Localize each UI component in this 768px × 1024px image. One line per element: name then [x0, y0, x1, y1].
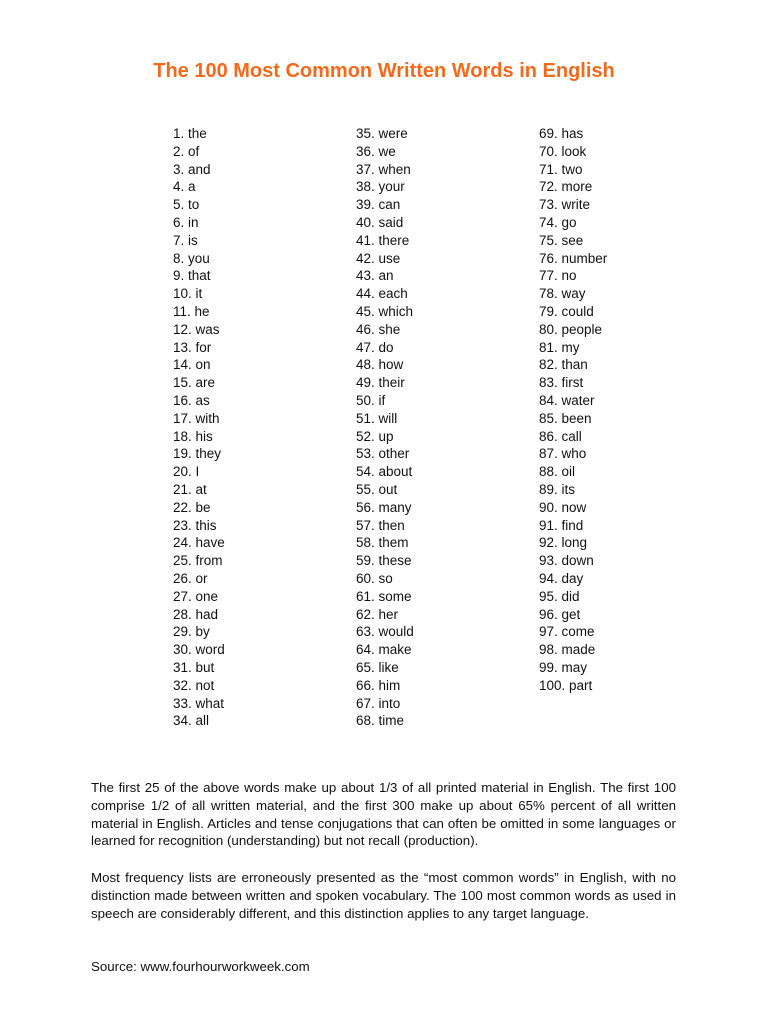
word-list-item: 43. an [356, 268, 394, 284]
word-list-item: 89. its [539, 481, 576, 497]
word-list-item: 6. in [173, 214, 199, 230]
word-list-item: 27. one [173, 588, 219, 604]
word-list-item: 80. people [539, 321, 603, 337]
word-list-item: 26. or [173, 570, 208, 586]
word-list-item: 44. each [356, 286, 408, 302]
word-list-item: 48. how [356, 357, 404, 373]
word-list-item: 19. they [173, 446, 222, 462]
word-list-item: 5. to [173, 197, 200, 213]
word-list-item: 66. him [356, 677, 401, 693]
word-list-item: 10. it [173, 286, 203, 302]
word-list-item: 55. out [356, 481, 398, 497]
word-list-item: 31. but [173, 659, 215, 675]
word-list-item: 83. first [539, 375, 584, 391]
word-list-item: 92. long [539, 535, 588, 551]
word-list-item: 81. my [539, 339, 580, 355]
word-list-item: 40. said [356, 214, 404, 230]
explanation-paragraph-1: The first 25 of the above words make up about 1/3 of all printed material in English. The first 100 comprise 1/2 of all written material, and the first 300 make up about 65% percent of all written material in English. Articles and tense conjugations that can often be omitted in some languages or learned for recognition (understanding) but not recall (production). [91, 780, 676, 849]
word-list-item: 79. could [539, 303, 594, 319]
word-list-item: 71. two [539, 161, 583, 177]
word-list-item: 4. a [173, 179, 196, 195]
word-list-item: 23. this [173, 517, 217, 533]
word-list-item: 53. other [356, 446, 410, 462]
word-list-item: 52. up [356, 428, 394, 444]
word-list-item: 64. make [356, 642, 412, 658]
word-list-item: 97. come [539, 624, 595, 640]
word-list-item: 28. had [173, 606, 219, 622]
page-title: The 100 Most Common Written Words in English [153, 60, 615, 82]
word-list-item: 20. I [173, 464, 200, 480]
word-list-item: 34. all [173, 713, 210, 729]
word-list-item: 88. oil [539, 464, 576, 480]
word-list-item: 22. be [173, 499, 211, 515]
word-list-item: 62. her [356, 606, 399, 622]
word-list-item: 47. do [356, 339, 394, 355]
word-list-item: 18. his [173, 428, 213, 444]
word-list-item: 90. now [539, 499, 587, 515]
word-list-item: 60. so [356, 570, 393, 586]
word-list-item: 100. part [539, 677, 593, 693]
word-list-item: 46. she [356, 321, 401, 337]
word-list-item: 63. would [356, 624, 414, 640]
word-list-item: 91. find [539, 517, 584, 533]
word-list-item: 54. about [356, 464, 413, 480]
word-list-item: 57. then [356, 517, 405, 533]
word-list-item: 8. you [173, 250, 210, 266]
word-column-1 [173, 125, 225, 730]
word-list-item: 86. call [539, 428, 582, 444]
word-list-item: 15. are [173, 375, 216, 391]
word-list-item: 12. was [173, 321, 220, 337]
word-list-item: 70. look [539, 143, 587, 159]
word-list-item: 36. we [356, 143, 396, 159]
explanation-paragraph-2: Most frequency lists are erroneously presented as the “most common words” in English, with no distinction made between written and spoken vocabulary. The 100 most common words as used in speech are considerably different, and this distinction applies to any target language. [91, 870, 676, 921]
word-list-item: 35. were [356, 126, 408, 141]
word-list-item: 33. what [173, 695, 225, 711]
word-list-item: 56. many [356, 499, 412, 515]
word-list-item: 76. number [539, 250, 608, 266]
word-list-item: 51. will [356, 410, 398, 426]
word-list-item: 72. more [539, 179, 593, 195]
word-list-item: 74. go [539, 214, 577, 230]
word-list-item: 65. like [356, 659, 399, 675]
word-column-2 [356, 125, 414, 730]
word-list-item: 2. of [173, 143, 200, 159]
word-list-item: 7. is [173, 232, 198, 248]
word-list-item: 94. day [539, 570, 584, 586]
word-list-item: 73. write [539, 197, 591, 213]
word-list-item: 67. into [356, 695, 401, 711]
word-list-item: 68. time [356, 713, 405, 729]
word-list-item: 58. them [356, 535, 409, 551]
word-list-item: 85. been [539, 410, 592, 426]
word-list-item: 41. there [356, 232, 410, 248]
source-line: Source: www.fourhourworkweek.com [91, 959, 310, 974]
word-list-item: 96. get [539, 606, 581, 622]
word-list-item: 50. if [356, 392, 386, 408]
word-list-item: 61. some [356, 588, 412, 604]
word-list-item: 95. did [539, 588, 580, 604]
word-list-item: 37. when [356, 161, 411, 177]
word-list-item: 69. has [539, 126, 584, 141]
word-list-item: 45. which [356, 303, 414, 319]
word-list-item: 29. by [173, 624, 210, 640]
word-list-item: 93. down [539, 553, 594, 569]
word-list-item: 30. word [173, 642, 225, 658]
word-list-item: 21. at [173, 481, 207, 497]
word-list-item: 59. these [356, 553, 412, 569]
word-list-item: 77. no [539, 268, 577, 284]
word-list-item: 82. than [539, 357, 588, 373]
word-list-item: 39. can [356, 197, 401, 213]
word-list-item: 3. and [173, 161, 211, 177]
word-list-item: 16. as [173, 392, 210, 408]
word-list-item: 25. from [173, 553, 223, 569]
word-list-item: 9. that [173, 268, 211, 284]
word-list-item: 13. for [173, 339, 212, 355]
word-list-item: 42. use [356, 250, 401, 266]
word-list-item: 75. see [539, 232, 584, 248]
word-list-item: 24. have [173, 535, 225, 551]
word-list-item: 14. on [173, 357, 211, 373]
word-list-item: 17. with [173, 410, 220, 426]
word-column-3 [539, 125, 607, 695]
word-list-item: 49. their [356, 375, 405, 391]
word-list-item: 11. he [173, 303, 210, 319]
word-list-item: 78. way [539, 286, 586, 302]
word-list-item: 84. water [539, 392, 595, 408]
word-list-item: 87. who [539, 446, 587, 462]
word-list-item: 98. made [539, 642, 596, 658]
word-list-item: 38. your [356, 179, 405, 195]
word-list-item: 32. not [173, 677, 215, 693]
word-list-item: 1. the [173, 126, 207, 141]
word-list-item: 99. may [539, 659, 588, 675]
